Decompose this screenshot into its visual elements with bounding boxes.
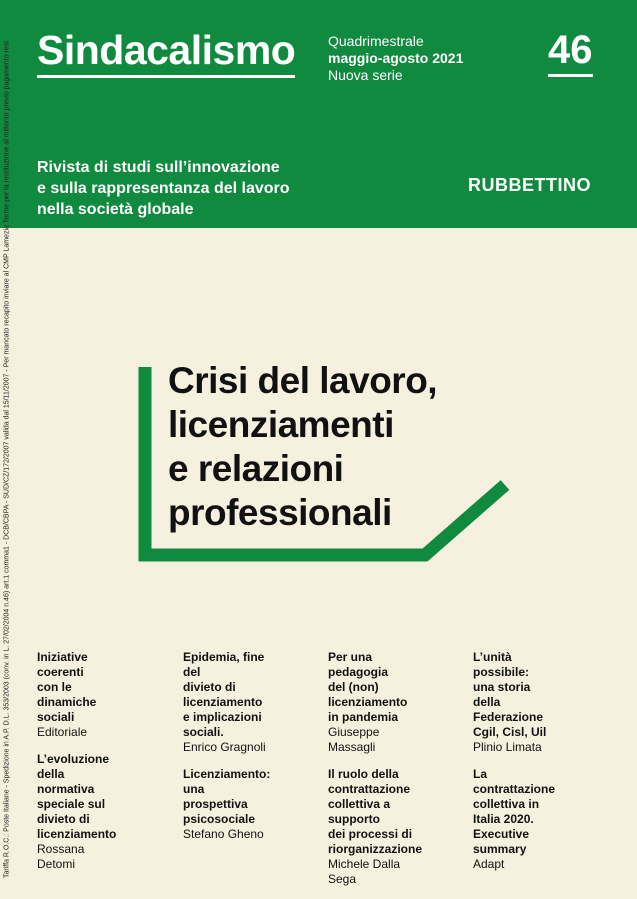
- article-item: [183, 650, 270, 755]
- article-column: [183, 650, 270, 854]
- article-column: [328, 650, 422, 899]
- article-title-line: Cgil, Cisl, Uil: [473, 725, 547, 739]
- article-author: Plinio Limata: [473, 740, 542, 754]
- article-title-line: psicosociale: [183, 812, 256, 826]
- main-title-line: e relazioni: [168, 448, 344, 489]
- article-title-line: del (non) licenziamento: [328, 680, 408, 709]
- article-item: [37, 650, 116, 740]
- postal-notice: Tariffa R.O.C.: Poste Italiane - Spedizione in A.P. D.L. 353/2003 (conv. in L. 27/02/2004 n.46) art.1 comma1 - DCB/CBPA - SUD/CZ/172/2007 valida dal 15/11/2007 - Per mancato recapito inviare al CMP Lamezia Terme per la restituzione al mittente previo pagamento resi: [3, 41, 11, 878]
- article-item: [473, 650, 555, 755]
- frequency: Quadrimestrale: [328, 33, 424, 49]
- issue-number: 46: [548, 30, 593, 77]
- article-title-line: riorganizzazione: [328, 842, 423, 856]
- article-author: Editoriale: [37, 725, 88, 739]
- article-title-line: Iniziative coerenti: [37, 650, 88, 679]
- article-title-line: divieto di licenziamento: [183, 680, 263, 709]
- article-column: [473, 650, 555, 884]
- main-title-line: Crisi del lavoro,: [168, 360, 438, 401]
- article-title-line: una prospettiva: [183, 782, 248, 811]
- main-title-line: licenziamenti: [168, 404, 394, 445]
- article-title-line: collettiva in Italia 2020.: [473, 797, 540, 826]
- article-title-line: dei processi di: [328, 827, 413, 841]
- article-title-line: Per una pedagogia: [328, 650, 389, 679]
- period: maggio-agosto 2021: [328, 50, 464, 66]
- article-title-line: L’unità possibile:: [473, 650, 530, 679]
- article-title-line: Executive summary: [473, 827, 530, 856]
- article-title-line: e implicazioni sociali.: [183, 710, 262, 739]
- article-title-line: con le dinamiche sociali: [37, 680, 97, 724]
- subtitle-line: e sulla rappresentanza del lavoro: [37, 180, 290, 197]
- main-title: [168, 359, 437, 535]
- article-title-line: in pandemia: [328, 710, 399, 724]
- article-item: [328, 767, 422, 887]
- article-title-line: una storia della: [473, 680, 531, 709]
- publisher-logo: RUBBETTINO: [468, 175, 591, 195]
- article-title-line: La contrattazione: [473, 767, 556, 796]
- article-item: [328, 650, 422, 755]
- article-author: Adapt: [473, 857, 505, 871]
- article-title-line: Federazione: [473, 710, 544, 724]
- main-title-line: professionali: [168, 492, 392, 533]
- article-title-line: L’evoluzione della: [37, 752, 110, 781]
- magazine-title: Sindacalismo: [37, 30, 295, 78]
- article-title-line: normativa speciale sul: [37, 782, 106, 811]
- article-author: Enrico Gragnoli: [183, 740, 266, 754]
- article-title-line: Il ruolo della: [328, 767, 399, 781]
- series: Nuova serie: [328, 67, 403, 83]
- article-author: Stefano Gheno: [183, 827, 264, 841]
- subtitle-line: nella società globale: [37, 201, 194, 218]
- subtitle-line: Rivista di studi sull’innovazione: [37, 159, 280, 176]
- article-title-line: collettiva a supporto: [328, 797, 391, 826]
- article-author: Giuseppe Massagli: [328, 725, 380, 754]
- article-item: [473, 767, 555, 872]
- article-column: [37, 650, 116, 884]
- article-author: Rossana Detomi: [37, 842, 85, 871]
- article-item: [183, 767, 270, 842]
- article-title-line: Licenziamento:: [183, 767, 271, 781]
- article-title-line: Epidemia, fine del: [183, 650, 265, 679]
- article-title-line: contrattazione: [328, 782, 411, 796]
- article-author: Michele Dalla Sega: [328, 857, 401, 886]
- article-item: [37, 752, 116, 872]
- article-title-line: divieto di licenziamento: [37, 812, 117, 841]
